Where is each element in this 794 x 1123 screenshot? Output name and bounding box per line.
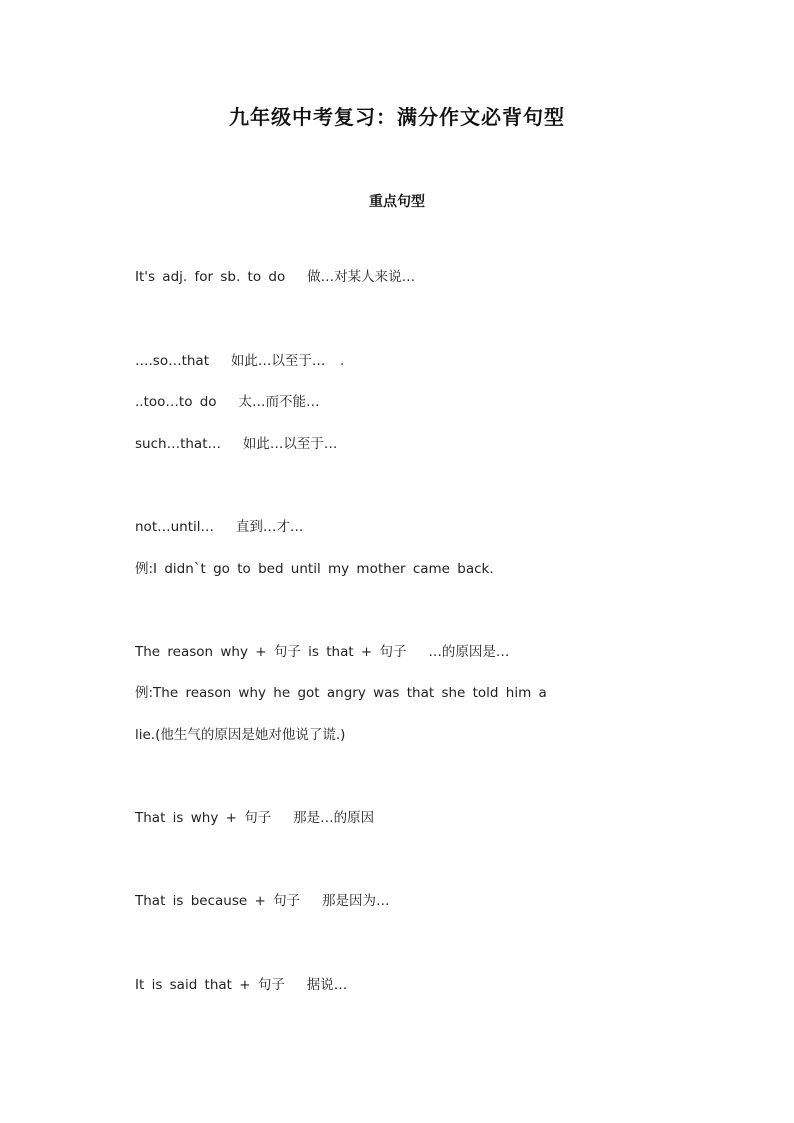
example-sentence-line: 例:I didn`t go to bed until my mother came back. [135, 561, 494, 577]
sentence-pattern-line: That is why + 句子 那是…的原因 [135, 810, 375, 826]
sentence-pattern-line: That is because + 句子 那是因为… [135, 893, 390, 909]
sentence-pattern-line: It's adj. for sb. to do 做…对某人来说… [135, 269, 416, 285]
section-heading: 重点句型 [369, 194, 425, 210]
sentence-pattern-line: The reason why + 句子 is that + 句子 …的原因是… [135, 644, 510, 660]
sentence-pattern-line: not…until… 直到…才… [135, 519, 304, 535]
sentence-pattern-line: ….so…that 如此…以至于… . [135, 353, 345, 369]
document-title: 九年级中考复习：满分作文必背句型 [229, 105, 565, 129]
example-sentence-line: 例:The reason why he got angry was that she told him a [135, 685, 547, 701]
sentence-pattern-line: such…that… 如此…以至于… [135, 436, 338, 452]
sentence-pattern-line: ..too…to do 太…而不能… [135, 394, 320, 410]
example-sentence-line: lie.(他生气的原因是她对他说了谎.) [135, 727, 346, 743]
sentence-pattern-line: It is said that + 句子 据说… [135, 977, 348, 993]
